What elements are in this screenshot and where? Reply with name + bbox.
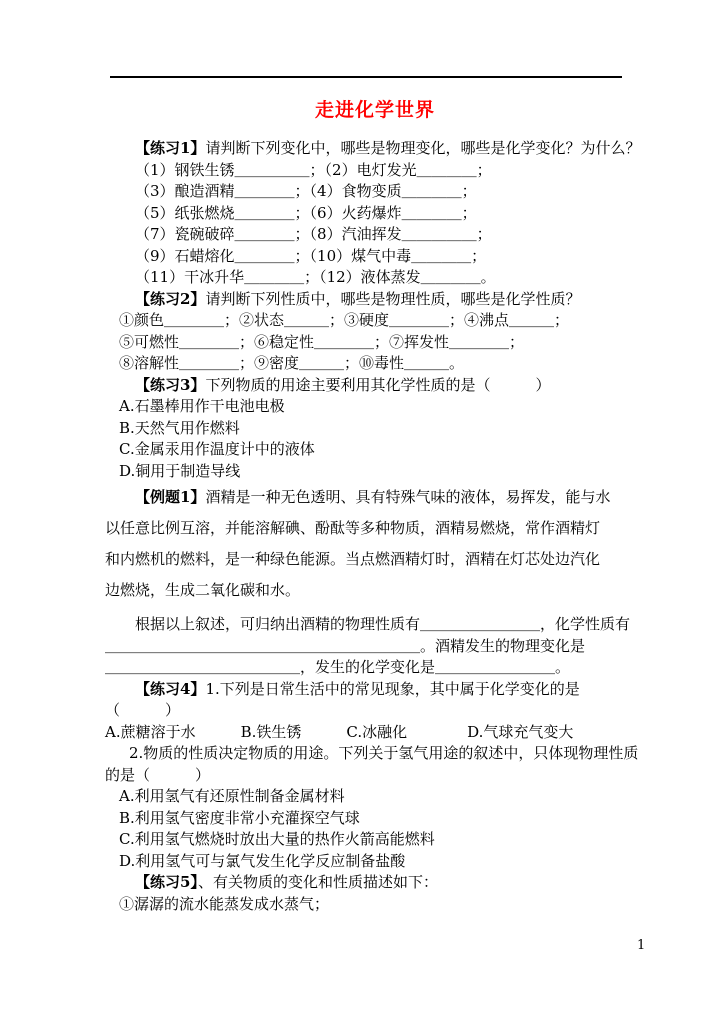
exercise4-q1-options: A.蔗糖溶于水 B.铁生锈 C.冰融化 D.气球充气变大	[105, 722, 574, 741]
exercise2-item: ⑧溶解性＿＿＿＿；⑨密度＿＿＿；⑩毒性＿＿＿。	[119, 354, 465, 372]
exercise4-label: 【练习4】	[135, 679, 206, 698]
exercise3-option: C.金属汞用作温度计中的液体	[119, 440, 315, 458]
example1-line	[105, 482, 645, 513]
exercise4-q2-option: B.利用氢气密度非常小充灌探空气球	[119, 808, 360, 827]
exercise5-item: ①潺潺的流水能蒸发成水蒸气；	[119, 894, 330, 913]
exercise2-item: ①颜色＿＿＿＿；②状态＿＿＿；③硬度＿＿＿＿；④沸点＿＿＿；	[119, 311, 570, 329]
exercise4-header-text: 1.下列是日常生活中的常见现象，其中属于化学变化的是	[205, 679, 580, 698]
page-title: 走进化学世界	[314, 99, 435, 121]
exercise4-q2-option: C.利用氢气燃烧时放出大量的热作火箭高能燃料	[119, 830, 435, 848]
exercise1-item: （11）干冰升华＿＿＿＿；（12）液体蒸发＿＿＿＿。	[135, 268, 496, 286]
example1-followup-line: 根据以上叙述，可归纳出酒精的物理性质有＿＿＿＿＿＿＿＿，化学性质有	[135, 615, 631, 633]
header-divider-line	[110, 76, 622, 78]
example1-followup-line: ＿＿＿＿＿＿＿＿＿＿＿＿＿＿＿＿＿＿＿＿＿。酒精发生的物理变化是	[105, 636, 586, 655]
exercise1-item: （5）纸张燃烧＿＿＿＿；（6）火药爆炸＿＿＿＿；	[135, 203, 477, 222]
exercise3-header	[105, 375, 645, 397]
example1-line: 以任意比例互溶，并能溶解碘、酚酞等多种物质，酒精易燃烧，常作酒精灯	[105, 519, 601, 537]
exercise1-item: （7）瓷碗破碎＿＿＿＿；（8）汽油挥发＿＿＿＿＿；	[135, 225, 492, 243]
exercise2-label: 【练习2】	[135, 289, 206, 308]
exercise1-item: （3）酿造酒精＿＿＿＿；（4）食物变质＿＿＿＿；	[135, 182, 477, 200]
exercise3-option: B.天然气用作燃料	[119, 418, 240, 437]
exercise2-header-text: 请判断下列性质中，哪些是物理性质，哪些是化学性质？	[205, 289, 581, 308]
page-number: 1	[637, 938, 646, 953]
exercise2-item: ⑤可燃性＿＿＿＿；⑥稳定性＿＿＿＿；⑦挥发性＿＿＿＿；	[119, 332, 525, 351]
exercise1-item: （1）钢铁生锈＿＿＿＿＿；（2）电灯发光＿＿＿＿；	[135, 160, 492, 179]
exercise3-label: 【练习3】	[135, 375, 206, 394]
exercise3-option: A.石墨棒用作干电池电极	[119, 397, 285, 415]
example1-line: 和内燃机的燃料，是一种绿色能源。当点燃酒精灯时，酒精在灯芯处边汽化	[105, 550, 601, 568]
exercise4-q2-line: 的是（ ）	[105, 765, 211, 784]
exercise2-header	[105, 289, 645, 311]
exercise3-header-text: 下列物质的用途主要利用其化学性质的是（ ）	[205, 375, 551, 394]
exercise4-answer-bracket: （ ）	[105, 701, 181, 719]
exercise3-option: D.铜用于制造导线	[119, 461, 241, 480]
exercise5-label: 【练习5】	[135, 873, 198, 891]
exercise4-q2-option: D.利用氢气可与氯气发生化学反应制备盐酸	[119, 851, 406, 870]
exercise1-header-text: 请判断下列变化中，哪些是物理变化，哪些是化学变化？为什么？	[205, 139, 641, 157]
example1-line1-text: 酒精是一种无色透明、具有特殊气味的液体，易挥发，能与水	[205, 488, 611, 506]
exercise1-header	[105, 138, 645, 160]
example1-label: 【例题1】	[135, 488, 206, 506]
exercise5-header	[105, 872, 645, 894]
example1-followup-line: ＿＿＿＿＿＿＿＿＿＿＿＿＿，发生的化学变化是＿＿＿＿＿＿＿＿。	[105, 658, 571, 676]
exercise1-label: 【练习1】	[135, 139, 206, 157]
exercise4-q2-option: A.利用氢气有还原性制备金属材料	[119, 787, 345, 805]
exercise5-header-text: 、有关物质的变化和性质描述如下：	[197, 873, 438, 891]
exercise4-q2-line: 2.物质的性质决定物质的用途。下列关于氢气用途的叙述中，只体现物理性质	[129, 744, 639, 762]
exercise1-item: （9）石蜡熔化＿＿＿＿；（10）煤气中毒＿＿＿＿；	[135, 246, 487, 265]
exercise4-header	[105, 679, 645, 701]
document-content	[105, 96, 645, 915]
example1-line: 边燃烧，生成二氧化碳和水。	[105, 581, 301, 599]
